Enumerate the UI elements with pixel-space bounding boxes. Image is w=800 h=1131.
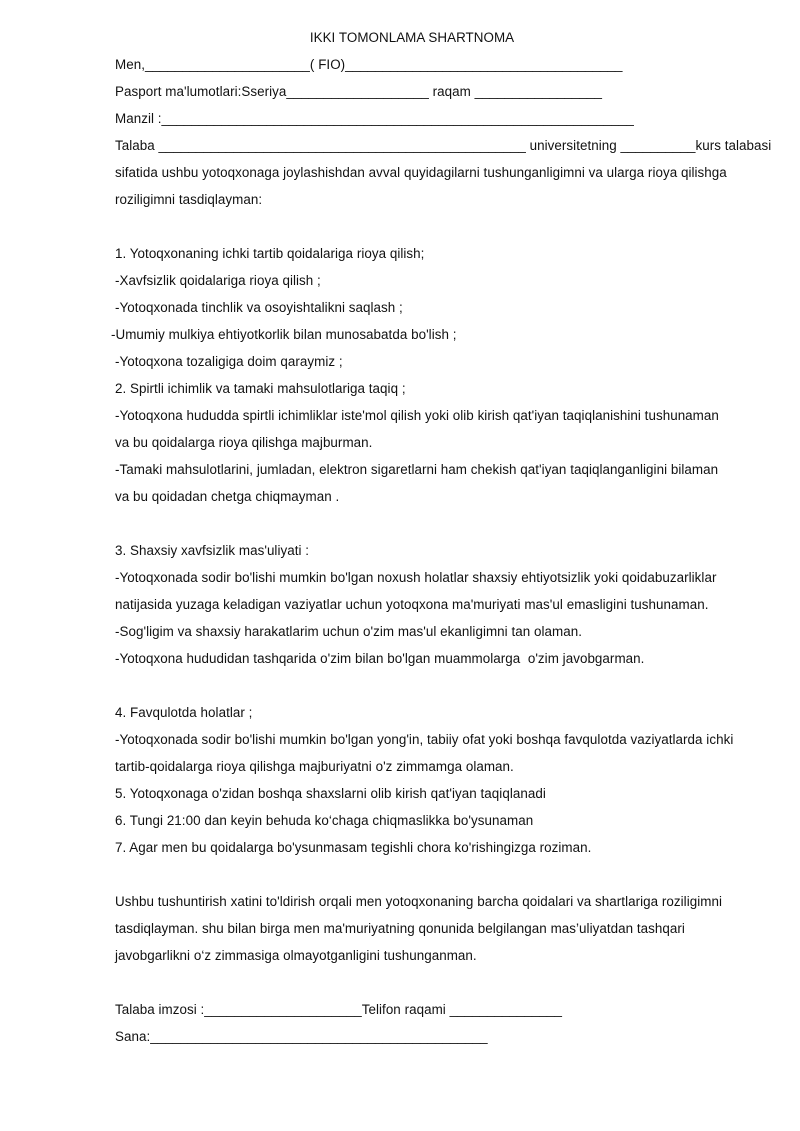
rule-item: natijasida yuzaga keladigan vaziyatlar uchun yotoqxona ma'muriyati mas'ul emasligini tushunaman. <box>115 597 709 612</box>
closing-paragraph: Ushbu tushuntirish xatini to'ldirish orqali men yotoqxonaning barcha qoidalari va shartlariga roziligimni <box>115 894 722 909</box>
rule-item: -Yotoqxona tozaligiga doim qaraymiz ; <box>115 354 343 369</box>
rule-item: -Yotoqxonada tinchlik va osoyishtalikni saqlash ; <box>115 300 403 315</box>
closing-paragraph: tasdiqlayman. shu bilan birga men ma'muriyatning qonunida belgilangan mas’uliyatdan tashqari <box>115 921 685 936</box>
rule-item: va bu qoidadan chetga chiqmayman . <box>115 489 340 504</box>
date-line: Sana:_____________________________________________ <box>115 1029 488 1044</box>
rule-item: -Umumiy mulkiya ehtiyotkorlik bilan munosabatda bo'lish ; <box>111 327 457 342</box>
section-heading-4: 4. Favqulotda holatlar ; <box>115 705 253 720</box>
rule-item: -Yotoqxona hududda spirtli ichimliklar iste'mol qilish yoki olib kirish qat'iyan taqiqlanishini tushunaman <box>115 408 719 423</box>
section-heading-6: 6. Tungi 21:00 dan keyin behuda ko‘chaga chiqmaslikka bo'ysunaman <box>115 813 534 828</box>
section-heading-1: 1. Yotoqxonaning ichki tartib qoidalariga rioya qilish; <box>115 246 425 261</box>
rule-item: -Xavfsizlik qoidalariga rioya qilish ; <box>115 273 321 288</box>
intro-line: sifatida ushbu yotoqxonaga joylashishdan avval quyidagilarni tushunganligimni va ularga rioya qilishga <box>115 165 727 180</box>
closing-paragraph: javobgarlikni o‘z zimmasiga olmayotganligini tushunganman. <box>115 948 477 963</box>
intro-line: roziligimni tasdiqlayman: <box>115 192 263 207</box>
rule-item: tartib-qoidalarga rioya qilishga majburiyatni o'z zimmamga olaman. <box>115 759 514 774</box>
student-line: Talaba _________________________________________________ universitetning __________kurs talabasi <box>115 138 772 153</box>
section-heading-2: 2. Spirtli ichimlik va tamaki mahsulotlariga taqiq ; <box>115 381 406 396</box>
fio-line: Men,______________________( FIO)_____________________________________ <box>115 57 623 72</box>
rule-item: va bu qoidalarga rioya qilishga majburman. <box>115 435 373 450</box>
rule-item: -Yotoqxonada sodir bo'lishi mumkin bo'lgan yong'in, tabiiy ofat yoki boshqa favqulotda vaziyatlarda ichki <box>115 732 734 747</box>
address-line: Manzil :_______________________________________________________________ <box>115 111 634 126</box>
passport-line: Pasport ma'lumotlari:Sseriya___________________ raqam _________________ <box>115 84 603 99</box>
rule-item: -Yotoqxonada sodir bo'lishi mumkin bo'lgan noxush holatlar shaxsiy ehtiyotsizlik yoki qoidabuzarliklar <box>115 570 717 585</box>
section-heading-3: 3. Shaxsiy xavfsizlik mas'uliyati : <box>115 543 310 558</box>
document-title: IKKI TOMONLAMA SHARTNOMA <box>309 30 515 45</box>
rule-item: -Sog'ligim va shaxsiy harakatlarim uchun o'zim mas'ul ekanligimni tan olaman. <box>115 624 582 639</box>
rule-item: -Yotoqxona hududidan tashqarida o'zim bilan bo'lgan muammolarga o'zim javobgarman. <box>115 651 645 666</box>
section-heading-7: 7. Agar men bu qoidalarga bo'ysunmasam tegishli chora ko'rishingizga roziman. <box>115 840 592 855</box>
rule-item: -Tamaki mahsulotlarini, jumladan, elektron sigaretlarni ham chekish qat'iyan taqiqlanganligini bilaman <box>115 462 719 477</box>
signature-phone-line: Talaba imzosi :_____________________Telifon raqami _______________ <box>115 1002 563 1017</box>
section-heading-5: 5. Yotoqxonaga o'zidan boshqa shaxslarni olib kirish qat'iyan taqiqlanadi <box>115 786 546 801</box>
